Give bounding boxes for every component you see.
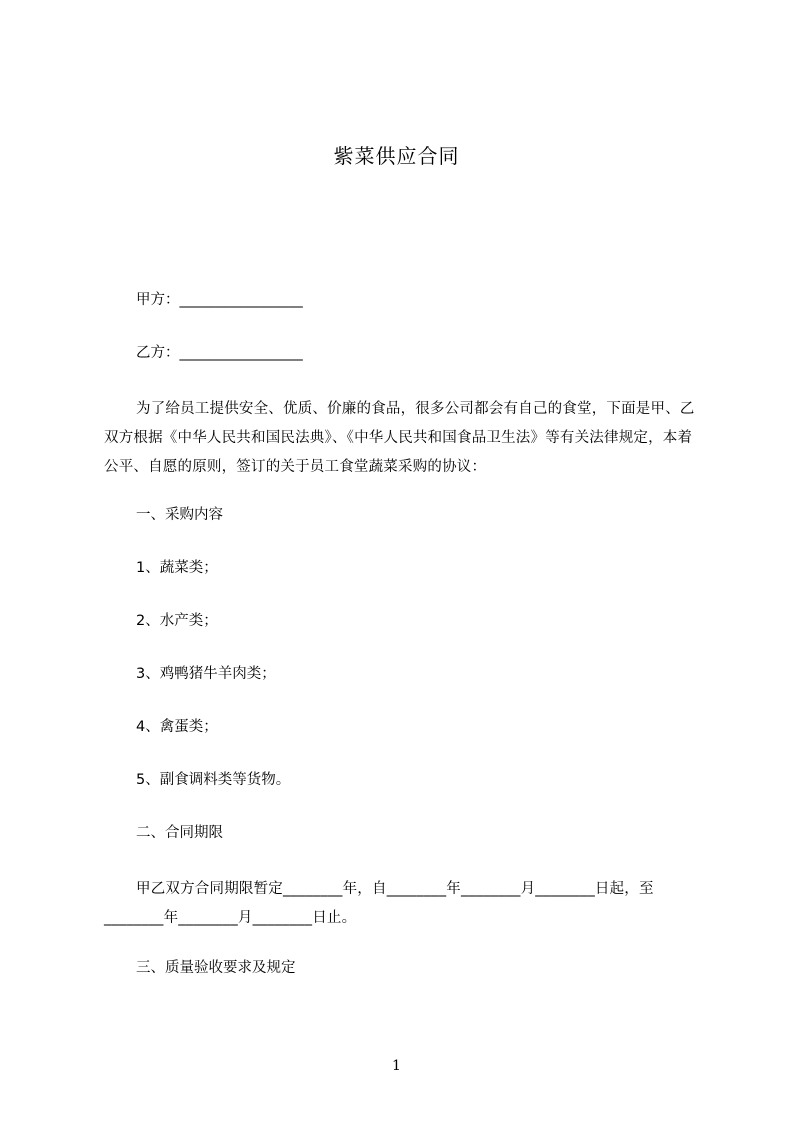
- party-a-line: 甲方：_________________: [136, 292, 303, 308]
- item-vegetables: 1、蔬菜类；: [136, 560, 218, 576]
- item-condiments: 5、副食调料类等货物。: [136, 772, 291, 788]
- page-number: 1: [392, 1058, 401, 1074]
- section-1-heading: 一、采购内容: [136, 507, 223, 523]
- party-b-line: 乙方：_________________: [136, 345, 303, 361]
- section-2-heading: 二、合同期限: [136, 825, 223, 841]
- item-aquatic-products: 2、水产类；: [136, 613, 218, 629]
- item-eggs: 4、禽蛋类；: [136, 719, 218, 735]
- intro-paragraph: 为了给员工提供安全、优质、价廉的食品，很多公司都会有自己的食堂，下面是甲、乙双方根据《中华人民共和国民法典》、《中华人民共和国食品卫生法》等有关法律规定，本着公平、自愿的原则，签订的关于员工食堂蔬菜采购的协议：: [104, 401, 695, 475]
- item-meat: 3、鸡鸭猪牛羊肉类；: [136, 666, 276, 682]
- section-3-heading: 三、质量验收要求及规定: [136, 960, 296, 976]
- document-title: 紫菜供应合同: [333, 144, 460, 168]
- contract-term-paragraph: 甲乙双方合同期限暂定________年，自________年________月________日起，至________年________月________日止。: [104, 881, 654, 926]
